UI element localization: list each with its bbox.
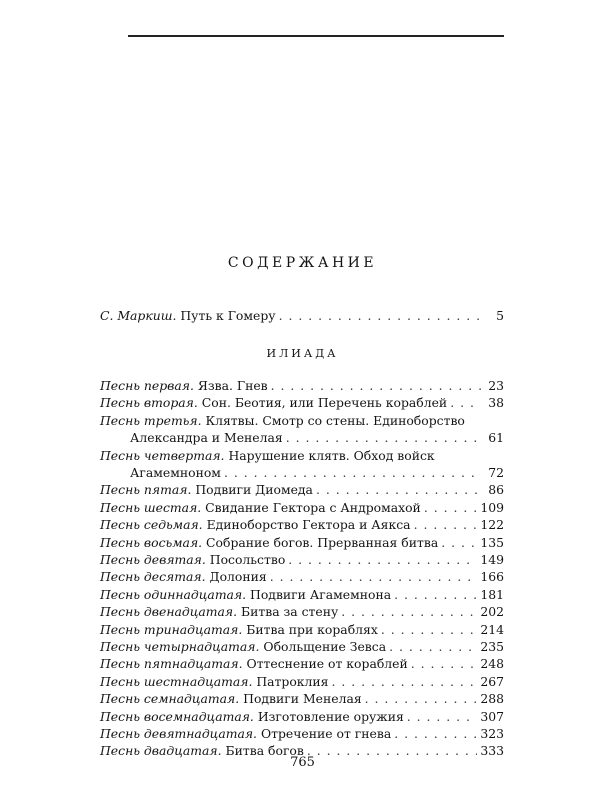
song-title: Долония (209, 569, 267, 585)
entry-page: 323 (480, 726, 504, 741)
song-title: Патроклия (256, 673, 329, 689)
dot-leader (288, 551, 477, 568)
song-label: Песнь седьмая. (100, 517, 203, 533)
section-heading-iliad: ИЛИАДА (266, 347, 339, 360)
song-label: Песнь семнадцатая. (100, 691, 240, 707)
dot-leader (414, 516, 478, 533)
song-title-continued: Агамемноном (130, 465, 221, 480)
preface-title: Путь к Гомеру (180, 308, 276, 323)
song-label: Песнь тринадцатая. (100, 621, 243, 637)
song-title-continued: Александра и Менелая (130, 430, 283, 446)
song-title: Посольство (209, 552, 286, 567)
song-title: Изготовление оружия (257, 708, 404, 724)
toc-entry (100, 621, 504, 638)
contents-heading: СОДЕРЖАНИЕ (227, 255, 378, 271)
entry-page: 235 (480, 639, 504, 654)
dot-leader (394, 586, 477, 603)
toc-entry (100, 377, 504, 394)
page-number: 765 (290, 755, 315, 770)
toc-entry (100, 447, 504, 464)
song-title: Подвиги Менелая (243, 691, 362, 707)
toc-entry (100, 394, 504, 411)
toc-entry-continuation (130, 429, 504, 446)
dot-leader (270, 568, 478, 585)
entry-page: 86 (488, 482, 504, 498)
song-title: Подвиги Агамемнона (250, 586, 392, 602)
entry-page: 333 (480, 743, 504, 759)
song-label: Песнь третья. (100, 412, 202, 428)
toc-entry (100, 534, 504, 551)
song-label: Песнь десятая. (100, 569, 206, 585)
song-title: Битва богов (225, 743, 304, 759)
toc-entry (100, 481, 504, 498)
dot-leader (424, 499, 478, 516)
entry-page: 214 (480, 621, 504, 637)
song-label: Песнь четвертая. (100, 447, 225, 463)
dot-leader (450, 394, 481, 411)
toc-entry (100, 638, 504, 655)
entry-page: 202 (480, 604, 504, 620)
toc-entry (100, 725, 504, 742)
song-label: Песнь восемнадцатая. (100, 708, 254, 724)
song-title: Свидание Гектора с Андромахой (205, 499, 421, 515)
song-label: Песнь пятая. (100, 482, 192, 498)
song-label: Песнь одиннадцатая. (100, 586, 247, 602)
dot-leader (381, 621, 478, 638)
song-title: Язва. Гнев (197, 378, 268, 393)
entry-page: 72 (488, 465, 504, 480)
toc-entry (100, 690, 504, 707)
song-label: Песнь вторая. (100, 395, 198, 411)
song-label: Песнь пятнадцатая. (100, 656, 243, 672)
toc-entry (100, 655, 504, 672)
song-title: Единоборство Гектора и Аякса (206, 517, 411, 533)
dot-leader (286, 429, 481, 446)
toc-entry (100, 412, 504, 429)
toc-entry (100, 603, 504, 620)
entry-page: 149 (480, 552, 504, 567)
toc-entry (100, 586, 504, 603)
toc-entry (100, 673, 504, 690)
preface-page: 5 (496, 308, 504, 323)
dot-leader (224, 464, 481, 481)
song-label: Песнь шестнадцатая. (100, 673, 253, 689)
dot-leader (341, 603, 477, 620)
song-title: Обольщение Зевса (263, 639, 387, 654)
toc-entry (100, 708, 504, 725)
dot-leader (316, 481, 481, 498)
entry-page: 288 (480, 691, 504, 707)
toc-entry-continuation (130, 464, 504, 481)
song-label: Песнь четырнадцатая. (100, 639, 260, 654)
song-title: Собрание богов. Прерванная битва (206, 534, 439, 550)
dot-leader (365, 690, 478, 707)
entry-page: 307 (480, 708, 504, 724)
song-title: Сон. Беотия, или Перечень кораблей (201, 395, 448, 411)
top-rule (128, 35, 504, 37)
entry-page: 109 (480, 499, 504, 515)
entry-page: 61 (488, 430, 504, 446)
toc-entry (100, 499, 504, 516)
dot-leader (332, 673, 478, 690)
song-label: Песнь двенадцатая. (100, 604, 238, 620)
preface-author: С. Маркиш. (100, 308, 177, 323)
song-title: Битва при кораблях (246, 621, 378, 637)
song-title: Битва за стену (241, 604, 339, 620)
song-label: Песнь девятнадцатая. (100, 726, 257, 741)
entry-page: 166 (480, 569, 504, 585)
song-title: Клятвы. Смотр со стены. Единоборство (205, 412, 465, 428)
toc-entry (100, 551, 504, 568)
entry-page: 181 (480, 586, 504, 602)
song-label: Песнь шестая. (100, 499, 202, 515)
song-label: Песнь двадцатая. (100, 743, 222, 759)
entry-page: 135 (480, 534, 504, 550)
song-title: Подвиги Диомеда (195, 482, 313, 498)
entry-page: 38 (488, 395, 504, 411)
toc-entry (100, 516, 504, 533)
song-label: Песнь первая. (100, 378, 194, 393)
entry-page: 248 (480, 656, 504, 672)
toc-entry (100, 568, 504, 585)
entry-page: 122 (480, 517, 504, 533)
dot-leader (271, 377, 481, 394)
song-title: Отречение от гнева (260, 726, 392, 741)
song-label: Песнь восьмая. (100, 534, 203, 550)
dot-leader (279, 307, 481, 324)
dot-leader (389, 638, 477, 655)
song-title: Нарушение клятв. Обход войск (228, 447, 435, 463)
song-title: Оттеснение от кораблей (246, 656, 408, 672)
song-label: Песнь девятая. (100, 552, 206, 567)
dot-leader (407, 708, 478, 725)
dot-leader (411, 655, 478, 672)
dot-leader (441, 534, 477, 551)
entry-page: 267 (480, 673, 504, 689)
dot-leader (394, 725, 477, 742)
preface-entry (100, 307, 504, 324)
entry-page: 23 (488, 378, 504, 393)
